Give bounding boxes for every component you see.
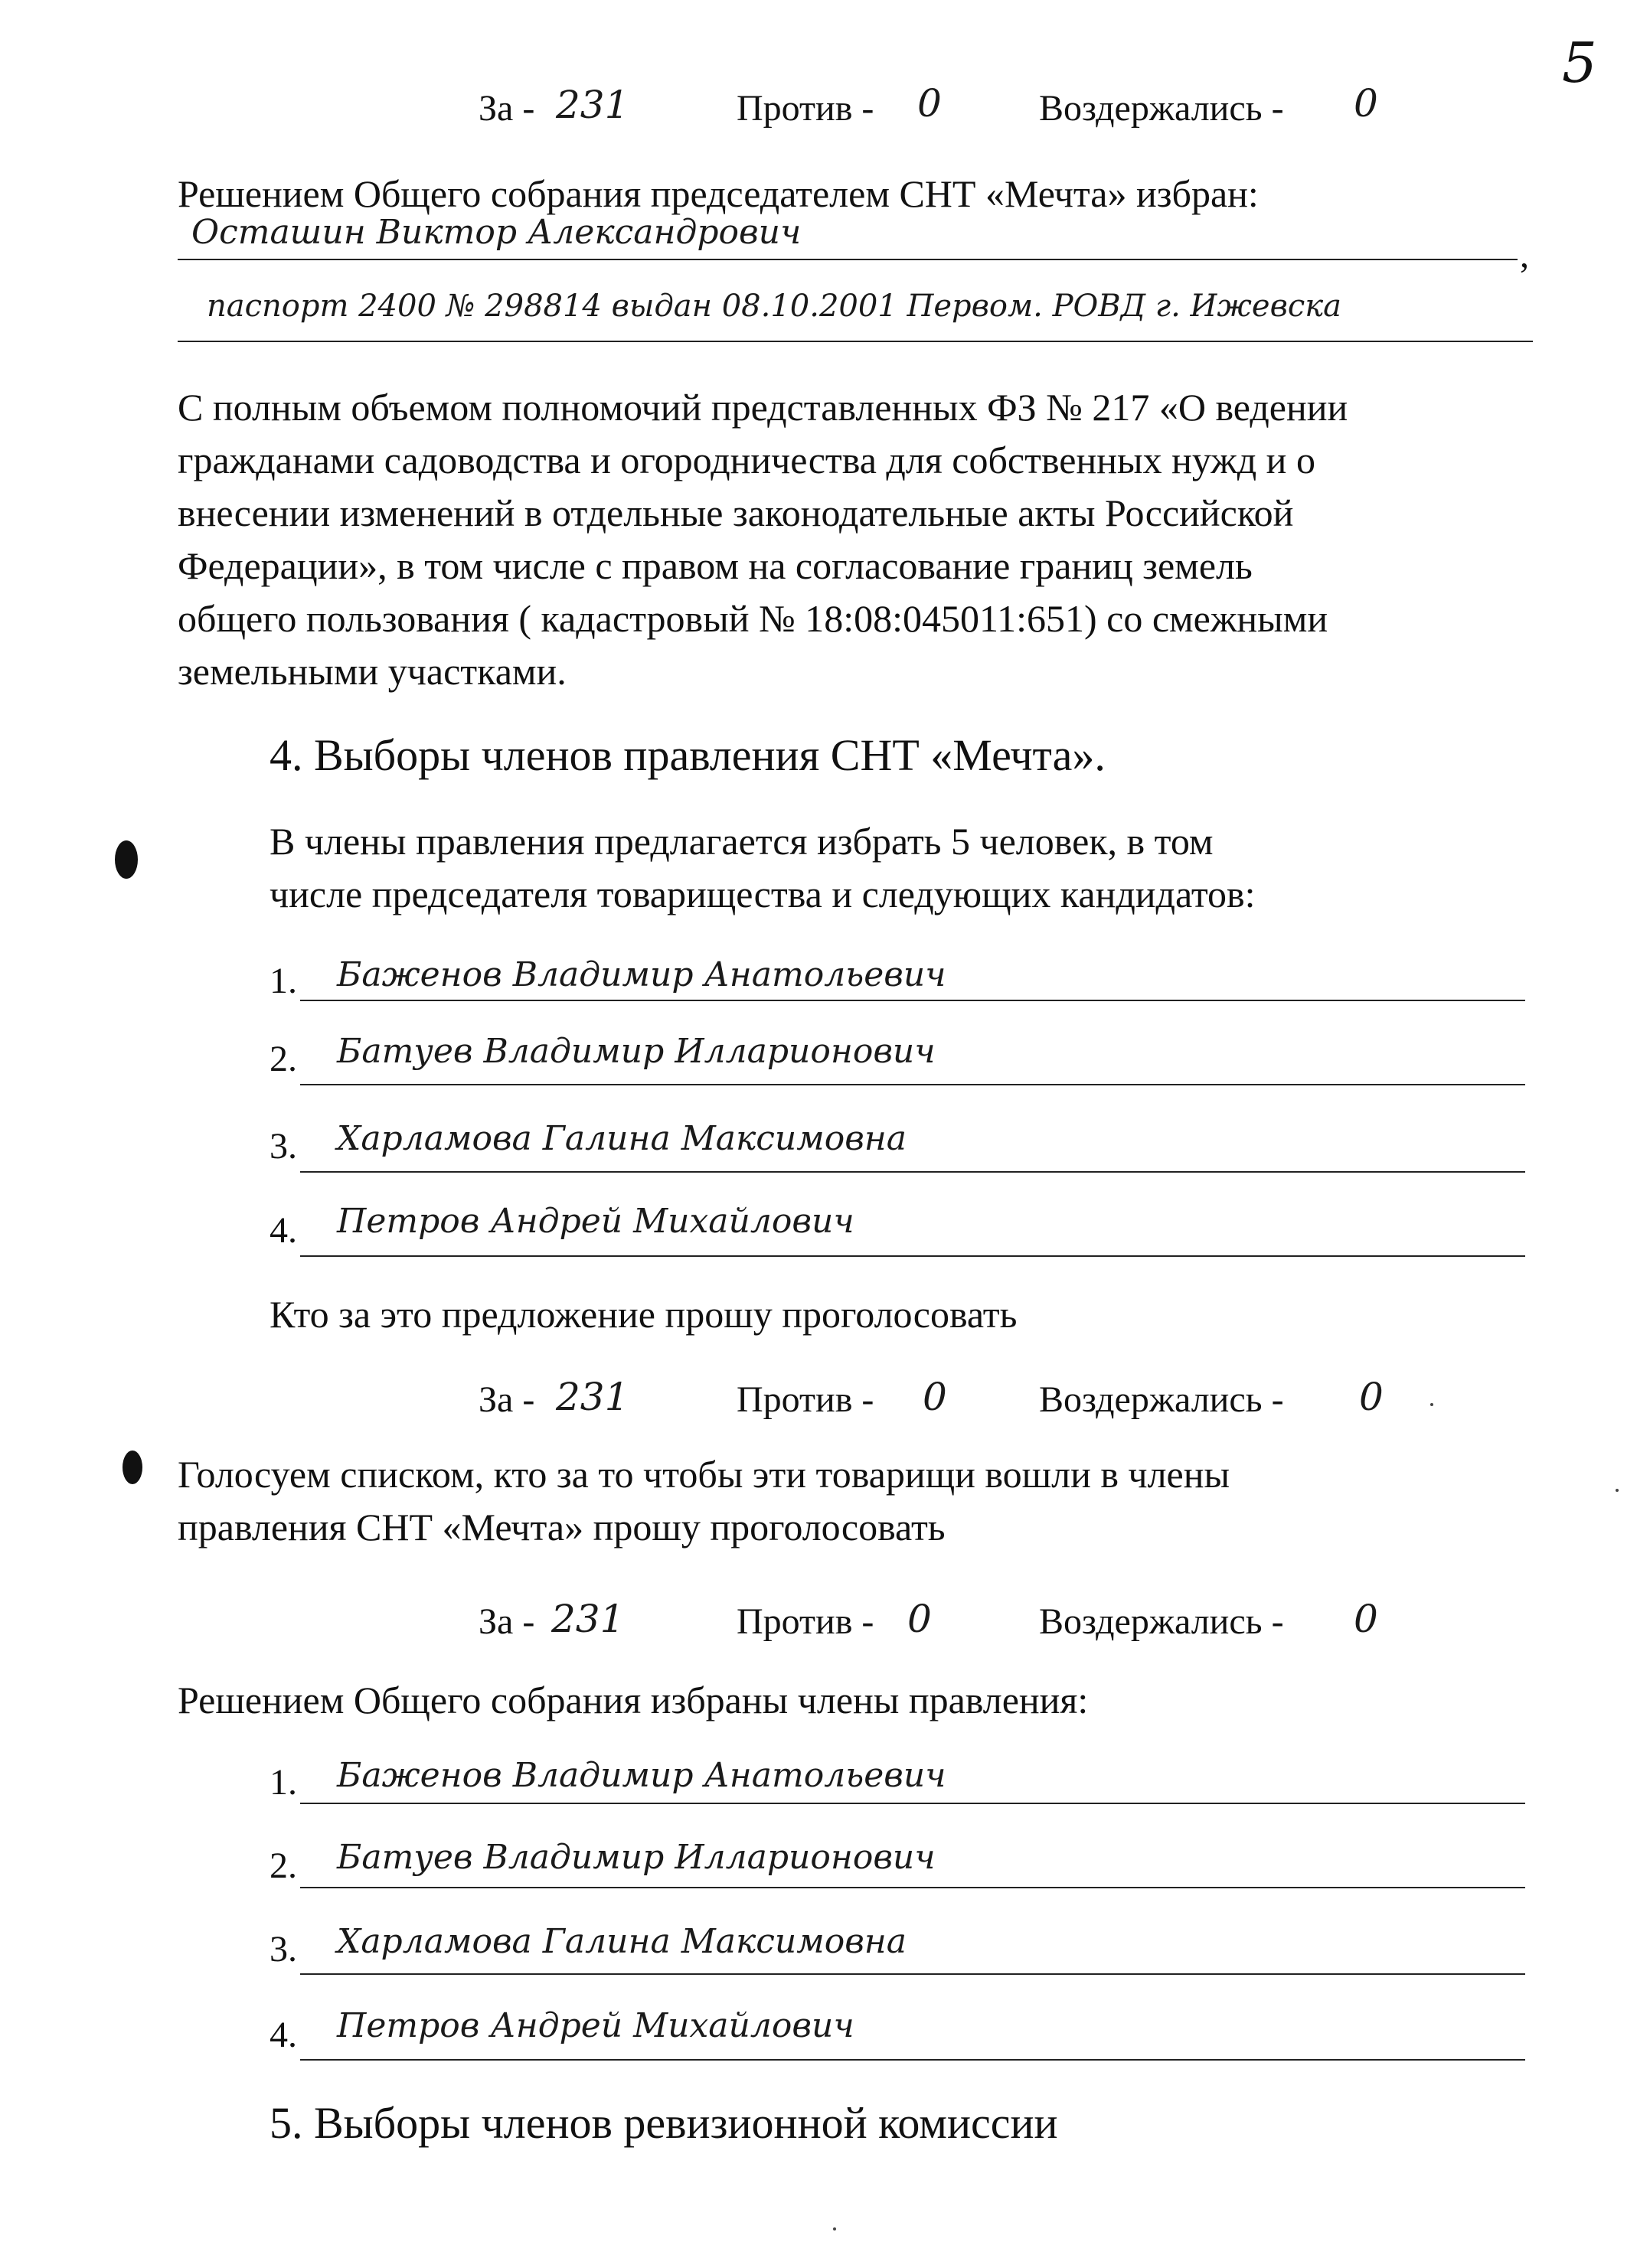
scan-speck [1430, 1403, 1433, 1406]
proposal-line-2: числе председателя товарищества и следующих кандидатов: [270, 873, 1256, 915]
candidate-2-num: 2. [270, 1039, 297, 1079]
candidate-3-name: Харламова Галина Максимовна [337, 1119, 907, 1158]
vozd-value: 0 [1354, 81, 1378, 126]
vote2-za-value: 231 [551, 1597, 625, 1641]
passport-line [178, 341, 1533, 342]
chairman-intro: Решением Общего собрания председателем СНТ «Мечта» избран: [178, 172, 1259, 215]
vote1-protiv-value: 0 [923, 1375, 947, 1419]
candidate-4-num: 4. [270, 1210, 297, 1251]
powers-line-5: общего пользования ( кадастровый № 18:08:045011:651) со смежными [178, 597, 1328, 640]
bullet-marker [123, 1451, 142, 1484]
powers-line-6: земельными участками. [178, 650, 567, 693]
candidate-1-line [300, 1000, 1525, 1001]
elected-4-num: 4. [270, 2015, 297, 2055]
vote1-za-value: 231 [556, 1375, 629, 1419]
candidate-3-num: 3. [270, 1126, 297, 1167]
candidate-4-name: Петров Андрей Михайлович [337, 1202, 854, 1241]
elected-1-num: 1. [270, 1762, 297, 1803]
powers-line-1: С полным объемом полномочий представленных ФЗ № 217 «О ведении [178, 386, 1348, 429]
elected-2-line [300, 1887, 1525, 1888]
chairman-name-comma: , [1520, 235, 1529, 276]
elected-3-num: 3. [270, 1929, 297, 1969]
candidate-1-name: Баженов Владимир Анатольевич [337, 955, 946, 994]
elected-2-num: 2. [270, 1845, 297, 1886]
vote1-protiv-label: Против - [737, 1379, 874, 1420]
section5-heading: 5. Выборы членов ревизионной комиссии [270, 2098, 1058, 2148]
vote1-za-label: За - [479, 1379, 535, 1420]
candidate-3-line [300, 1171, 1525, 1173]
elected-3-name: Харламова Галина Максимовна [337, 1922, 907, 1961]
section4-heading: 4. Выборы членов правления СНТ «Мечта». [270, 730, 1106, 780]
vote1-vozd-label: Воздержались - [1039, 1379, 1284, 1420]
vote2-vozd-value: 0 [1354, 1597, 1378, 1641]
protiv-value: 0 [917, 81, 942, 126]
vote2-protiv-value: 0 [907, 1597, 932, 1641]
list-vote-line-2: правления СНТ «Мечта» прошу проголосовать [178, 1506, 946, 1548]
elected-4-line [300, 2059, 1525, 2061]
elected-4-name: Петров Андрей Михайлович [337, 2006, 854, 2045]
vote1-vozd-value: 0 [1359, 1375, 1384, 1419]
list-vote-line-1: Голосуем списком, кто за то чтобы эти товарищи вошли в члены [178, 1453, 1230, 1496]
candidate-2-name: Батуев Владимир Илларионович [337, 1032, 936, 1071]
candidate-4-line [300, 1255, 1525, 1257]
powers-line-2: гражданами садоводства и огородничества для собственных нужд и о [178, 439, 1315, 481]
vote2-za-label: За - [479, 1601, 535, 1642]
elected-1-name: Баженов Владимир Анатольевич [337, 1756, 946, 1795]
vote-call: Кто за это предложение прошу проголосовать [270, 1293, 1018, 1336]
proposal-line-1: В члены правления предлагается избрать 5 человек, в том [270, 820, 1214, 863]
candidate-2-line [300, 1084, 1525, 1085]
chairman-passport: паспорт 2400 № 298814 выдан 08.10.2001 Первом. РОВД г. Ижевска [207, 289, 1341, 324]
za-value: 231 [556, 83, 629, 127]
vote2-protiv-label: Против - [737, 1601, 874, 1642]
elected-3-line [300, 1973, 1525, 1975]
candidate-1-num: 1. [270, 961, 297, 1001]
chairman-name: Осташин Виктор Александрович [191, 213, 802, 252]
powers-line-3: внесении изменений в отдельные законодательные акты Российской [178, 491, 1294, 534]
vozd-label: Воздержались - [1039, 88, 1284, 129]
page-number: 5 [1562, 31, 1597, 95]
protiv-label: Против - [737, 88, 874, 129]
elected-2-name: Батуев Владимир Илларионович [337, 1838, 936, 1877]
elected-1-line [300, 1803, 1525, 1804]
chairman-name-line [178, 259, 1518, 260]
bullet-marker [115, 840, 138, 879]
za-label: За - [479, 88, 535, 129]
vote2-vozd-label: Воздержались - [1039, 1601, 1284, 1642]
scan-speck [833, 2227, 836, 2230]
elected-intro: Решением Общего собрания избраны члены правления: [178, 1679, 1089, 1721]
powers-line-4: Федерации», в том числе с правом на согласование границ земель [178, 544, 1253, 587]
scan-speck [1616, 1489, 1619, 1492]
